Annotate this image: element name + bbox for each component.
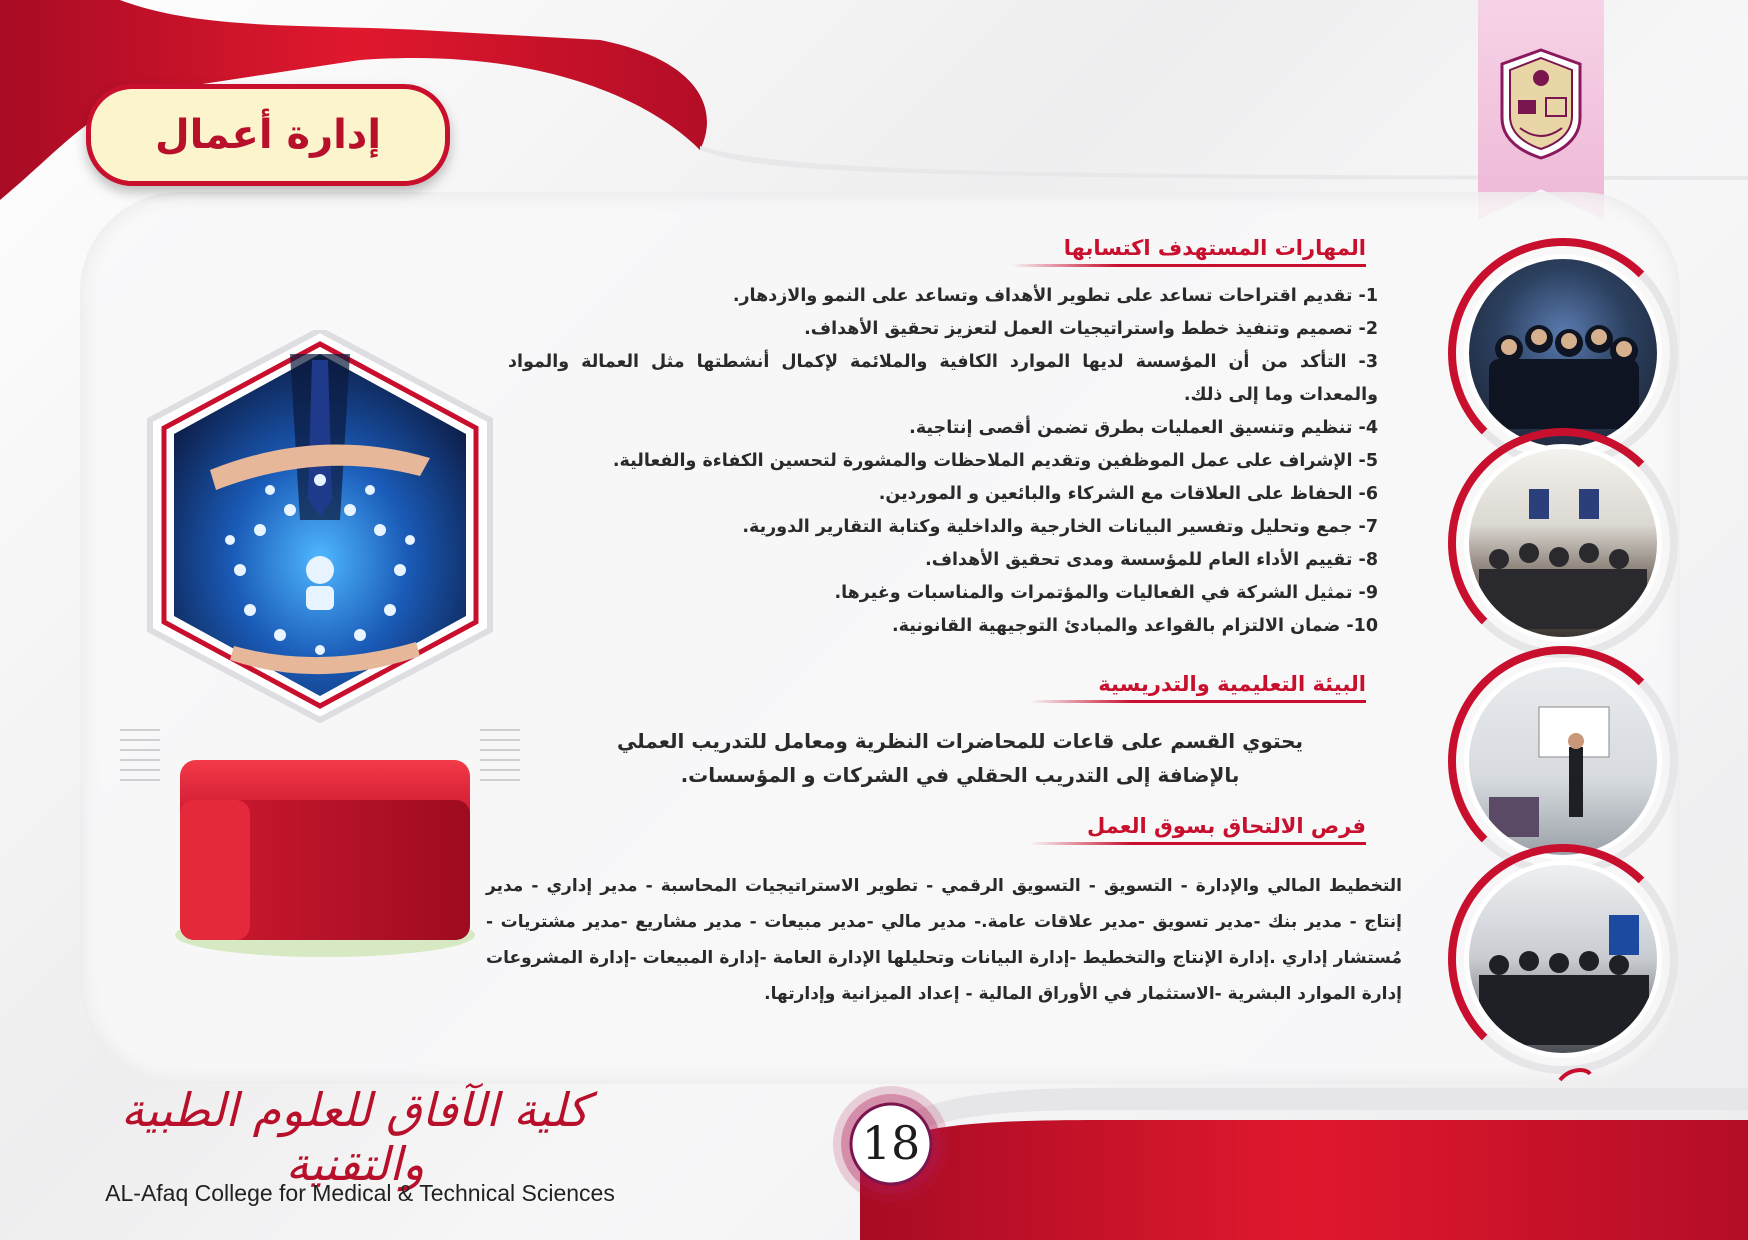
list-item: 1- تقديم اقتراحات تساعد على تطوير الأهداف وتساعد على النمو والازدهار. xyxy=(732,286,1378,306)
list-item: 10- ضمان الالتزام بالقواعد والمبادئ التوجيهية القانونية. xyxy=(891,616,1378,636)
page-title: إدارة أعمال xyxy=(86,84,450,186)
list-item: 2- تصميم وتنفيذ خطط واستراتيجيات العمل لتعزيز تحقيق الأهداف. xyxy=(804,319,1378,339)
photo-circle-3 xyxy=(1448,646,1678,876)
jobs-text: التخطيط المالي والإدارة - التسويق - التسويق الرقمي - تطوير الاستراتيجيات المحاسبة - مدير إداري - مدير إنتاج - مدير بنك -مدير تسويق -مدير علاقات عامة.- مدير مالي -مدير مبيعات - مدير مشاريع -مدير مشتريات - مُستشار إداري .إدارة الإنتاج والتخطيط -إدارة البيانات وتحليلها الإدارة العامة -إدارة المبيعات -إدارة المشروعات إدارة الموارد البشرية -الاستثمار في الأوراق المالية - إعداد الميزانية وإدارتها. xyxy=(486,876,1402,1004)
environment-heading: البيئة التعليمية والتدريسية xyxy=(1030,672,1366,703)
college-name-english: AL-Afaq College for Medical & Technical Sciences xyxy=(105,1180,615,1206)
list-item: 9- تمثيل الشركة في الفعاليات والمؤتمرات والمناسبات وغيرها. xyxy=(834,583,1378,603)
list-item: 4- تنظيم وتنسيق العمليات بطرق تضمن أقصى إنتاجية. xyxy=(909,418,1378,438)
jobs-heading: فرص الالتحاق بسوق العمل xyxy=(1030,814,1366,845)
environment-text: يحتوي القسم على قاعات للمحاضرات النظرية ومعامل للتدريب العملي بالإضافة إلى التدريب الحقلي في الشركات و المؤسسات. xyxy=(616,729,1304,787)
list-item: 6- الحفاظ على العلاقات مع الشركاء والبائعين و الموردين. xyxy=(878,484,1378,504)
page-number: 18 xyxy=(861,1116,921,1170)
college-name-arabic: كلية الآفاق للعلوم الطبية والتقنية xyxy=(121,1083,589,1191)
college-logo-icon xyxy=(1500,48,1582,160)
skills-heading: المهارات المستهدف اكتسابها xyxy=(1010,236,1366,267)
list-item: 8- تقييم الأداء العام للمؤسسة ومدى تحقيق الأهداف. xyxy=(925,550,1378,570)
list-item: 3- التأكد من أن المؤسسة لديها الموارد الكافية والملائمة لإكمال أنشطتها مثل العمالة والمواد والمعدات وما إلى ذلك. xyxy=(508,352,1378,405)
list-item: 5- الإشراف على عمل الموظفين وتقديم الملاحظات والمشورة لتحسين الكفاءة والفعالية. xyxy=(612,451,1378,471)
list-item: 7- جمع وتحليل وتفسير البيانات الخارجية والداخلية وكتابة التقارير الدورية. xyxy=(742,517,1378,537)
skills-list xyxy=(508,280,1378,643)
photo-circle-2 xyxy=(1448,428,1678,658)
business-hexagon-image xyxy=(120,330,520,970)
